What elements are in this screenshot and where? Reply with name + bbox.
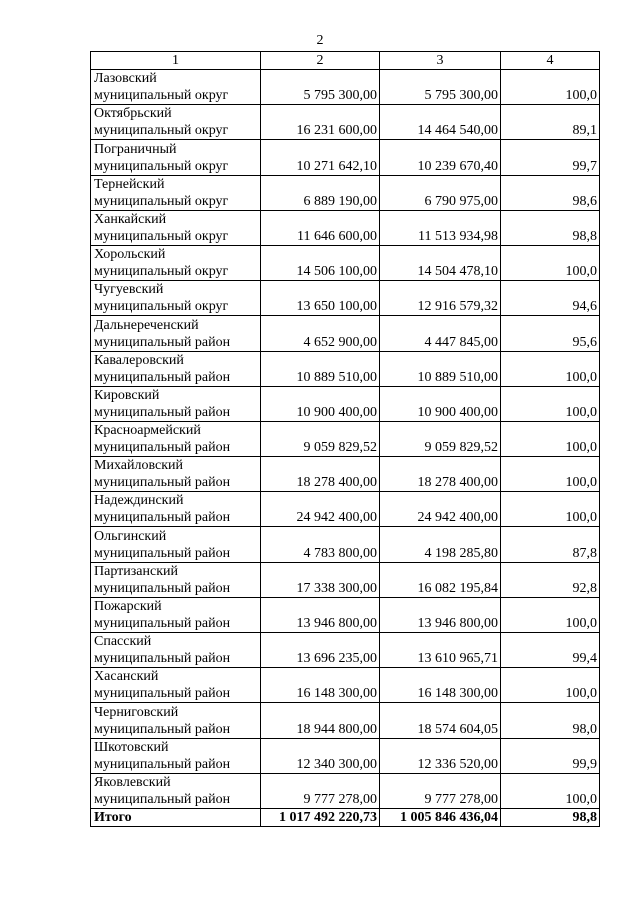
municipality-name-cell [91,175,261,210]
municipality-name: Партизанский [94,563,178,579]
table-row [91,281,600,316]
value-cell-col4: 95,6 [501,316,600,351]
value-cell-col2: 10 271 642,10 [261,140,380,175]
value-cell-col4: 99,7 [501,140,600,175]
municipality-type: муниципальный округ [94,193,229,209]
value-cell-col2: 12 340 300,00 [261,738,380,773]
column-header-2: 2 [261,52,380,70]
municipality-name: Чугуевский [94,282,164,298]
value-cell-col3: 9 777 278,00 [380,773,501,808]
municipality-name-cell [91,281,261,316]
report-table [90,51,600,827]
municipality-name-cell [91,492,261,527]
value-cell-col4: 89,1 [501,105,600,140]
municipality-type: муниципальный округ [94,123,229,139]
table-row [91,175,600,210]
table-header [91,52,600,70]
municipality-name-cell [91,668,261,703]
municipality-name-cell [91,527,261,562]
municipality-name: Тернейский [94,176,165,192]
value-cell-col2: 16 231 600,00 [261,105,380,140]
total-value-col2: 1 017 492 220,73 [261,808,380,826]
table-row [91,492,600,527]
municipality-name: Хорольский [94,247,166,263]
municipality-type: муниципальный район [94,510,231,526]
value-cell-col2: 5 795 300,00 [261,70,380,105]
value-cell-col4: 100,0 [501,351,600,386]
value-cell-col4: 100,0 [501,773,600,808]
table-row [91,316,600,351]
municipality-type: муниципальный округ [94,228,229,244]
value-cell-col3: 12 336 520,00 [380,738,501,773]
value-cell-col2: 4 652 900,00 [261,316,380,351]
table-row [91,597,600,632]
municipality-name-cell [91,351,261,386]
municipality-name-cell [91,245,261,280]
municipality-name-cell [91,140,261,175]
value-cell-col2: 9 777 278,00 [261,773,380,808]
value-cell-col4: 99,4 [501,633,600,668]
table-row [91,140,600,175]
municipality-type: муниципальный район [94,756,231,772]
total-value-col4: 98,8 [501,808,600,826]
municipality-name: Красноармейский [94,423,201,439]
municipality-name: Хасанский [94,669,159,685]
municipality-name-cell [91,597,261,632]
value-cell-col2: 4 783 800,00 [261,527,380,562]
table-row [91,421,600,456]
table-row [91,105,600,140]
value-cell-col3: 16 082 195,84 [380,562,501,597]
municipality-type: муниципальный район [94,404,231,420]
value-cell-col3: 13 946 800,00 [380,597,501,632]
municipality-type: муниципальный район [94,686,231,702]
total-row [91,808,600,826]
value-cell-col2: 16 148 300,00 [261,668,380,703]
total-value-col3: 1 005 846 436,04 [380,808,501,826]
municipality-type: муниципальный район [94,545,231,561]
municipality-type: муниципальный район [94,475,231,491]
table-row [91,668,600,703]
municipality-name: Михайловский [94,458,183,474]
municipality-name: Пограничный [94,141,177,157]
municipality-name: Октябрьский [94,106,172,122]
value-cell-col4: 92,8 [501,562,600,597]
municipality-name-cell [91,457,261,492]
value-cell-col3: 10 900 400,00 [380,386,501,421]
value-cell-col3: 13 610 965,71 [380,633,501,668]
municipality-type: муниципальный округ [94,158,229,174]
value-cell-col3: 24 942 400,00 [380,492,501,527]
municipality-name: Дальнереченский [94,317,199,333]
table-row [91,457,600,492]
value-cell-col4: 99,9 [501,738,600,773]
value-cell-col2: 18 944 800,00 [261,703,380,738]
municipality-name: Кавалеровский [94,352,184,368]
municipality-name-cell [91,738,261,773]
page-number: 2 [316,33,324,48]
municipality-name-cell [91,105,261,140]
value-cell-col2: 17 338 300,00 [261,562,380,597]
value-cell-col2: 6 889 190,00 [261,175,380,210]
value-cell-col4: 100,0 [501,70,600,105]
municipality-name: Надеждинский [94,493,184,509]
table-row [91,562,600,597]
table-row [91,245,600,280]
column-header-4: 4 [501,52,600,70]
municipality-type: муниципальный район [94,440,231,456]
value-cell-col4: 100,0 [501,386,600,421]
municipality-name: Лазовский [94,71,157,87]
header-row [91,52,600,70]
value-cell-col3: 6 790 975,00 [380,175,501,210]
municipality-type: муниципальный район [94,721,231,737]
value-cell-col3: 11 513 934,98 [380,210,501,245]
table-row [91,527,600,562]
value-cell-col3: 14 464 540,00 [380,105,501,140]
value-cell-col4: 98,6 [501,175,600,210]
value-cell-col2: 13 650 100,00 [261,281,380,316]
municipality-type: муниципальный район [94,334,231,350]
value-cell-col3: 10 239 670,40 [380,140,501,175]
table-row [91,70,600,105]
municipality-name: Черниговский [94,704,179,720]
table-row [91,351,600,386]
table-row [91,210,600,245]
municipality-type: муниципальный район [94,651,231,667]
table-row [91,738,600,773]
municipality-type: муниципальный округ [94,264,229,280]
municipality-name: Пожарский [94,599,162,614]
value-cell-col4: 100,0 [501,245,600,280]
value-cell-col3: 12 916 579,32 [380,281,501,316]
table-body [91,70,600,827]
municipality-type: муниципальный район [94,580,231,596]
value-cell-col4: 100,0 [501,421,600,456]
municipality-name-cell [91,421,261,456]
value-cell-col2: 18 278 400,00 [261,457,380,492]
value-cell-col3: 14 504 478,10 [380,245,501,280]
municipality-name: Ольгинский [94,528,167,544]
value-cell-col2: 9 059 829,52 [261,421,380,456]
value-cell-col4: 94,6 [501,281,600,316]
value-cell-col3: 4 198 285,80 [380,527,501,562]
value-cell-col2: 11 646 600,00 [261,210,380,245]
municipality-name: Шкотовский [94,739,169,755]
value-cell-col3: 5 795 300,00 [380,70,501,105]
value-cell-col4: 98,0 [501,703,600,738]
value-cell-col3: 10 889 510,00 [380,351,501,386]
column-header-3: 3 [380,52,501,70]
value-cell-col3: 16 148 300,00 [380,668,501,703]
municipality-type: муниципальный округ [94,88,229,104]
municipality-type: муниципальный район [94,616,231,631]
table-row [91,386,600,421]
value-cell-col2: 10 900 400,00 [261,386,380,421]
table-row [91,773,600,808]
value-cell-col2: 10 889 510,00 [261,351,380,386]
municipality-name: Спасский [94,634,152,650]
municipality-name-cell [91,316,261,351]
value-cell-col4: 100,0 [501,457,600,492]
municipality-type: муниципальный район [94,791,231,807]
municipality-name-cell [91,386,261,421]
municipality-name-cell [91,773,261,808]
municipality-name: Яковлевский [94,774,171,790]
value-cell-col4: 100,0 [501,597,600,632]
municipality-name-cell [91,703,261,738]
value-cell-col2: 14 506 100,00 [261,245,380,280]
municipality-name-cell [91,70,261,105]
municipality-type: муниципальный округ [94,299,229,315]
value-cell-col2: 13 696 235,00 [261,633,380,668]
table-row [91,703,600,738]
value-cell-col4: 100,0 [501,492,600,527]
municipality-name: Кировский [94,387,160,403]
municipality-name-cell [91,633,261,668]
value-cell-col2: 13 946 800,00 [261,597,380,632]
value-cell-col2: 24 942 400,00 [261,492,380,527]
value-cell-col4: 87,8 [501,527,600,562]
value-cell-col3: 18 278 400,00 [380,457,501,492]
municipality-type: муниципальный район [94,369,231,385]
municipality-name: Ханкайский [94,211,167,227]
value-cell-col4: 98,8 [501,210,600,245]
value-cell-col3: 4 447 845,00 [380,316,501,351]
municipality-name-cell [91,562,261,597]
value-cell-col3: 9 059 829,52 [380,421,501,456]
total-label: Итого [91,808,261,826]
column-header-1: 1 [91,52,261,70]
value-cell-col3: 18 574 604,05 [380,703,501,738]
table-row [91,633,600,668]
municipality-name-cell [91,210,261,245]
value-cell-col4: 100,0 [501,668,600,703]
